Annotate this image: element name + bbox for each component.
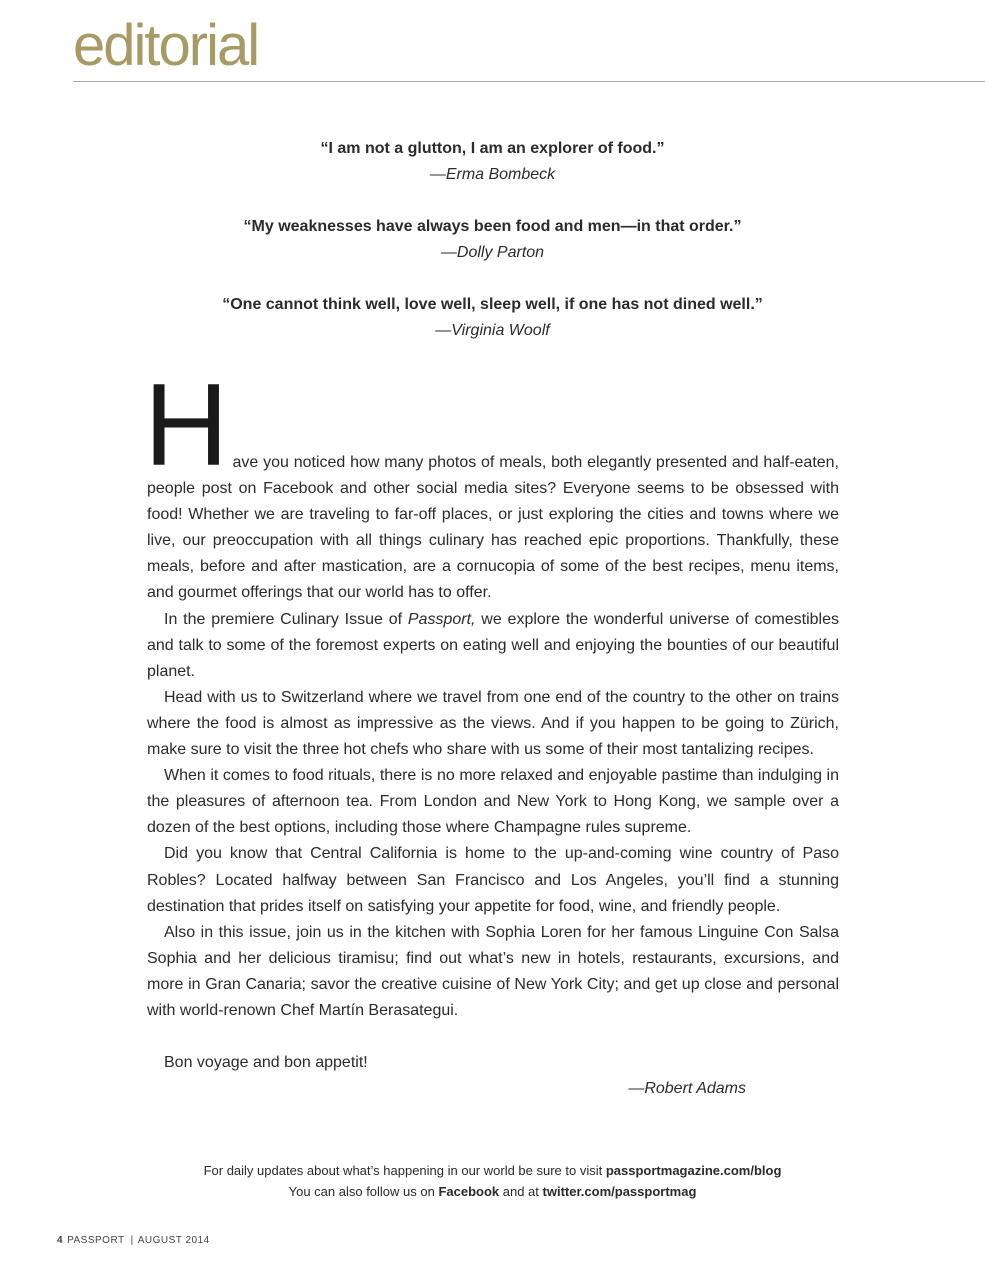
epigraph-quotes — [0, 136, 985, 370]
drop-cap: H — [144, 359, 229, 490]
closing-line: Bon voyage and bon appetit! — [164, 1054, 368, 1072]
quote-block — [0, 136, 985, 188]
quote-block — [0, 214, 985, 266]
paragraph-text: In the premiere Culinary Issue of — [164, 610, 408, 628]
editorial-article — [144, 359, 839, 1076]
paragraph-text: ave you noticed how many photos of meals, both elegantly presented and half-eaten, people post on Facebook and other social media sites? Everyone seems to be obsessed with food! Whether we are traveling to far-off places, or just exploring the cities and towns where we live, our preoccupation with all things culinary has reached epic proportions. Thankfully, these meals, before and after mastication, are a cornucopia of some of the best recipes, menu items, and gourmet offerings that our world has to offer. — [147, 454, 839, 602]
article-paragraph: When it comes to food rituals, there is no more relaxed and enjoyable pastime than indulging in the pleasures of afternoon tea. From London and New York to Hong Kong, we sample over a dozen of the best options, including those where Champagne rules supreme. — [147, 767, 839, 837]
author-signature: —Robert Adams — [628, 1080, 746, 1097]
paragraph-text: we explore the wonderful universe of comestibles and talk to some of the foremost experts on eating well and enjoying the bounties of our beautiful planet. — [147, 610, 839, 680]
section-title: editorial — [73, 13, 259, 78]
twitter-link[interactable]: twitter.com/passportmag — [542, 1184, 697, 1199]
footer-text: and at — [499, 1184, 543, 1199]
footer-text: For daily updates about what’s happening in our world be sure to visit — [203, 1163, 606, 1178]
quote-text: “I am not a glutton, I am an explorer of food.” — [320, 140, 665, 157]
page-number: 4 — [57, 1235, 64, 1246]
quote-text: “My weaknesses have always been food and men—in that order.” — [243, 218, 742, 235]
article-paragraph: Also in this issue, join us in the kitchen with Sophia Loren for her famous Linguine Con Salsa Sophia and her delicious tiramisu; find out what’s new in hotels, restaurants, excursions, and more in Gran Canaria; savor the creative cuisine of New York City; and get up close and personal with world-renown Chef Martín Berasategui. — [147, 923, 839, 1019]
header-rule — [73, 81, 985, 82]
footer-line — [0, 1160, 985, 1181]
quote-block — [0, 292, 985, 344]
issue-date: AUGUST 2014 — [137, 1235, 210, 1246]
footer-line — [0, 1181, 985, 1202]
footer-note — [0, 1160, 985, 1202]
facebook-link[interactable]: Facebook — [438, 1184, 500, 1199]
magazine-name-folio: PASSPORT — [67, 1235, 125, 1246]
footer-text: You can also follow us on — [288, 1184, 439, 1199]
folio-separator: | — [130, 1235, 134, 1246]
magazine-name: Passport, — [407, 610, 476, 628]
article-paragraph: Did you know that Central California is home to the up-and-coming wine country of Paso Robles? Located halfway between San Francisco and Los Angeles, you’ll find a stunning destination that prides itself on satisfying your appetite for food, wine, and friendly people. — [147, 845, 839, 915]
quote-author: —Virginia Woolf — [435, 322, 550, 339]
article-paragraph — [147, 607, 839, 685]
page-folio — [57, 1235, 210, 1246]
article-paragraph — [144, 359, 839, 607]
quote-author: —Dolly Parton — [440, 244, 545, 261]
quote-text: “One cannot think well, love well, sleep well, if one has not dined well.” — [222, 296, 763, 313]
blog-link[interactable]: passportmagazine.com/blog — [605, 1163, 782, 1178]
article-paragraph: Head with us to Switzerland where we travel from one end of the country to the other on trains where the food is almost as impressive as the views. And if you happen to be going to Zürich, make sure to visit the three hot chefs who share with us some of their most tantalizing recipes. — [147, 688, 839, 759]
quote-author: —Erma Bombeck — [429, 166, 556, 183]
